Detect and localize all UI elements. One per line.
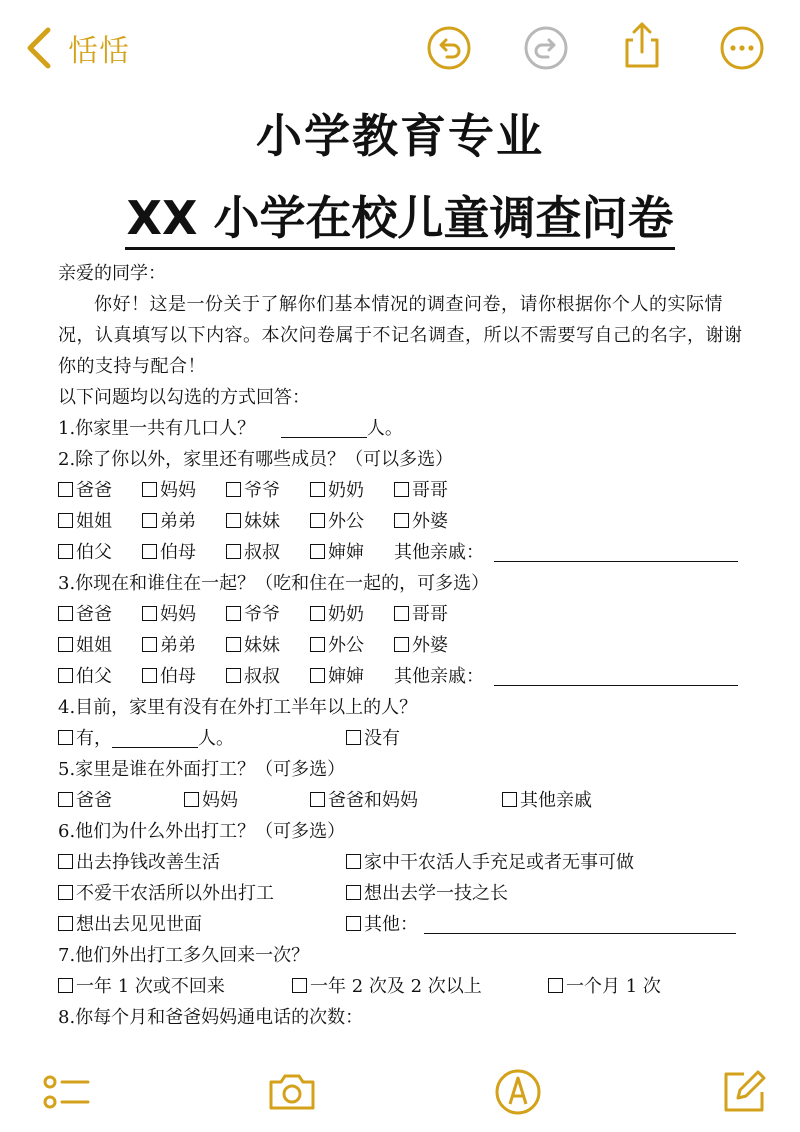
checkbox-icon [394, 637, 409, 652]
checkbox-option[interactable] [142, 630, 196, 661]
checkbox-icon [310, 792, 325, 807]
checkbox-option[interactable] [58, 661, 112, 692]
option-label: 其他： [364, 914, 418, 935]
option-label: 哥哥 [412, 604, 448, 625]
option-label: 弟弟 [160, 511, 196, 532]
checkbox-option[interactable] [394, 475, 448, 506]
checkbox-option[interactable] [142, 661, 196, 692]
option-label: 伯母 [160, 666, 196, 687]
option-row [58, 661, 758, 692]
question-3-text: 3.你现在和谁住在一起？（吃和住在一起的，可多选） [58, 573, 490, 594]
checkbox-option[interactable] [226, 661, 280, 692]
option-label: 爸爸和妈妈 [328, 790, 418, 811]
checkbox-icon [58, 916, 73, 931]
checkbox-icon [310, 513, 325, 528]
option-label: 出去挣钱改善生活 [76, 852, 220, 873]
checkbox-option[interactable] [226, 537, 280, 568]
option-row [58, 847, 758, 878]
redo-icon[interactable] [523, 25, 569, 71]
question-5-text: 5.家里是谁在外面打工？（可多选） [58, 759, 346, 780]
bottom-toolbar [0, 1050, 800, 1132]
checkbox-option[interactable] [184, 785, 238, 816]
checkbox-icon [142, 544, 157, 559]
checkbox-icon [310, 668, 325, 683]
question-8-text: 8.你每个月和爸爸妈妈通电话的次数： [58, 1007, 364, 1028]
option-label: 想出去见见世面 [76, 914, 202, 935]
option-label: 伯父 [76, 542, 112, 563]
checkbox-icon [310, 544, 325, 559]
checkbox-option[interactable] [310, 537, 364, 568]
back-label: 恬恬 [68, 34, 130, 69]
option-label: 妹妹 [244, 511, 280, 532]
option-row [58, 537, 758, 568]
option-label: 妈妈 [160, 604, 196, 625]
checkbox-icon [346, 916, 361, 931]
option-label: 叔叔 [244, 542, 280, 563]
checkbox-option[interactable] [58, 630, 112, 661]
checkbox-option[interactable] [226, 599, 280, 630]
option-label: 婶婶 [328, 542, 364, 563]
option-row [58, 909, 758, 940]
checklist-icon[interactable] [40, 1066, 92, 1118]
camera-icon[interactable] [266, 1066, 318, 1118]
question-1-text: 1.你家里一共有几口人？ [58, 418, 256, 439]
option-suffix: 人。 [198, 728, 234, 749]
greeting: 亲爱的同学： [58, 263, 166, 284]
option-label: 弟弟 [160, 635, 196, 656]
checkbox-icon [142, 606, 157, 621]
checkbox-icon [58, 668, 73, 683]
checkbox-option[interactable] [226, 506, 280, 537]
checkbox-option[interactable] [292, 971, 482, 1002]
checkbox-option[interactable] [548, 971, 661, 1002]
checkbox-icon [184, 792, 199, 807]
option-label: 外公 [328, 635, 364, 656]
top-toolbar [0, 0, 800, 96]
checkbox-option[interactable] [310, 630, 364, 661]
checkbox-icon [58, 544, 73, 559]
checkbox-option[interactable] [58, 847, 220, 878]
option-label: 伯父 [76, 666, 112, 687]
checkbox-icon [310, 606, 325, 621]
checkbox-icon [292, 978, 307, 993]
option-row [58, 723, 758, 754]
checkbox-option[interactable] [142, 506, 196, 537]
option-label: 其他亲戚 [520, 790, 592, 811]
checkbox-icon [58, 637, 73, 652]
option-label: 姐姐 [76, 511, 112, 532]
checkbox-option[interactable] [394, 630, 448, 661]
option-label: 不爱干农活所以外出打工 [76, 883, 274, 904]
compose-icon[interactable] [718, 1066, 770, 1118]
checkbox-icon [346, 885, 361, 900]
option-label: 外公 [328, 511, 364, 532]
checkbox-icon [142, 637, 157, 652]
option-label: 想出去学一技之长 [364, 883, 508, 904]
more-icon[interactable] [719, 25, 765, 71]
checkbox-icon [58, 792, 73, 807]
option-label: 伯母 [160, 542, 196, 563]
checkbox-option[interactable] [226, 475, 280, 506]
option-label: 奶奶 [328, 604, 364, 625]
checkbox-icon [58, 978, 73, 993]
checkbox-icon [394, 513, 409, 528]
option-label: 外婆 [412, 635, 448, 656]
checkbox-option[interactable] [310, 475, 364, 506]
option-label: 爸爸 [76, 480, 112, 501]
checkbox-option[interactable] [58, 599, 112, 630]
question-6-text: 6.他们为什么外出打工？（可多选） [58, 821, 346, 842]
question-7-text: 7.他们外出打工多久回来一次？ [58, 945, 310, 966]
note-body[interactable] [58, 258, 758, 1033]
question-2-text: 2.除了你以外，家里还有哪些成员？（可以多选） [58, 449, 454, 470]
checkbox-option[interactable] [310, 661, 364, 692]
other-label: 其他亲戚： [394, 666, 484, 687]
checkbox-icon [226, 637, 241, 652]
question-1-suffix: 人。 [366, 418, 403, 439]
option-row [58, 475, 758, 506]
option-row [58, 971, 758, 1002]
checkbox-option[interactable] [58, 506, 112, 537]
option-label: 有， [76, 728, 112, 749]
checkbox-option[interactable] [310, 506, 364, 537]
blank-line [424, 913, 736, 934]
blank-line [494, 665, 738, 686]
checkbox-option[interactable] [58, 475, 112, 506]
markup-pen-icon[interactable] [492, 1066, 544, 1118]
option-label: 爷爷 [244, 480, 280, 501]
option-row [58, 630, 758, 661]
doc-subtitle [0, 182, 800, 248]
checkbox-icon [310, 482, 325, 497]
checkbox-icon [346, 730, 361, 745]
option-label: 妈妈 [202, 790, 238, 811]
option-label: 婶婶 [328, 666, 364, 687]
checkbox-icon [502, 792, 517, 807]
checkbox-option[interactable] [346, 847, 634, 878]
checkbox-option[interactable] [58, 785, 112, 816]
option-label: 妹妹 [244, 635, 280, 656]
checkbox-icon [346, 854, 361, 869]
checkbox-option[interactable] [310, 785, 418, 816]
option-label: 奶奶 [328, 480, 364, 501]
checkbox-option[interactable] [58, 971, 225, 1002]
checkbox-icon [226, 544, 241, 559]
option-label: 一个月 1 次 [566, 976, 661, 997]
option-label: 一年 2 次及 2 次以上 [310, 976, 482, 997]
doc-title: 小学教育专业 [256, 109, 544, 163]
checkbox-option[interactable] [142, 599, 196, 630]
checkbox-option[interactable] [394, 506, 448, 537]
blank-line [112, 727, 198, 748]
other-relatives-field[interactable] [394, 661, 738, 692]
checkbox-icon [142, 482, 157, 497]
option-row [58, 506, 758, 537]
option-row [58, 599, 758, 630]
option-label: 爸爸 [76, 604, 112, 625]
checkbox-option[interactable] [502, 785, 592, 816]
option-label: 家中干农活人手充足或者无事可做 [364, 852, 634, 873]
checkbox-option-other[interactable] [346, 909, 736, 940]
option-label: 一年 1 次或不回来 [76, 976, 225, 997]
checkbox-option[interactable] [142, 475, 196, 506]
option-label: 外婆 [412, 511, 448, 532]
checkbox-icon [58, 730, 73, 745]
option-row [58, 878, 758, 909]
checkbox-icon [58, 513, 73, 528]
option-label: 姐姐 [76, 635, 112, 656]
option-label: 妈妈 [160, 480, 196, 501]
checkbox-icon [394, 482, 409, 497]
option-row [58, 785, 758, 816]
checkbox-icon [226, 513, 241, 528]
blank-line [494, 541, 738, 562]
share-icon[interactable] [619, 20, 665, 70]
other-label: 其他亲戚： [394, 542, 484, 563]
other-relatives-field[interactable] [394, 537, 738, 568]
option-label: 叔叔 [244, 666, 280, 687]
back-button[interactable] [18, 24, 130, 72]
intro-paragraph: 你好！这是一份关于了解你们基本情况的调查问卷，请你根据你个人的实际情况，认真填写以下内容。本次问卷属于不记名调查，所以不需要写自己的名字，谢谢你的支持与配合！ [58, 294, 743, 377]
question-4-text: 4.目前，家里有没有在外打工半年以上的人？ [58, 697, 418, 718]
checkbox-option-no[interactable] [346, 723, 400, 754]
checkbox-icon [226, 606, 241, 621]
checkbox-option[interactable] [394, 599, 448, 630]
option-label: 爸爸 [76, 790, 112, 811]
checkbox-icon [226, 482, 241, 497]
checkbox-icon [548, 978, 563, 993]
checkbox-icon [142, 668, 157, 683]
instruction: 以下问题均以勾选的方式回答： [58, 387, 310, 408]
checkbox-option[interactable] [58, 537, 112, 568]
option-label: 哥哥 [412, 480, 448, 501]
checkbox-option[interactable] [226, 630, 280, 661]
checkbox-option[interactable] [58, 878, 274, 909]
option-label: 没有 [364, 728, 400, 749]
option-label: 爷爷 [244, 604, 280, 625]
checkbox-option[interactable] [346, 878, 508, 909]
checkbox-icon [58, 482, 73, 497]
checkbox-option[interactable] [142, 537, 196, 568]
checkbox-option[interactable] [58, 909, 202, 940]
checkbox-option[interactable] [310, 599, 364, 630]
chevron-left-icon [18, 24, 62, 72]
checkbox-icon [394, 606, 409, 621]
checkbox-icon [142, 513, 157, 528]
blank-line [281, 417, 367, 438]
checkbox-icon [58, 885, 73, 900]
undo-icon[interactable] [426, 25, 472, 71]
checkbox-icon [58, 854, 73, 869]
question-1 [58, 413, 758, 444]
checkbox-icon [58, 606, 73, 621]
checkbox-option-yes[interactable] [58, 723, 234, 754]
checkbox-icon [226, 668, 241, 683]
doc-subtitle-text: XX 小学在校儿童调查问卷 [125, 191, 676, 250]
checkbox-icon [310, 637, 325, 652]
